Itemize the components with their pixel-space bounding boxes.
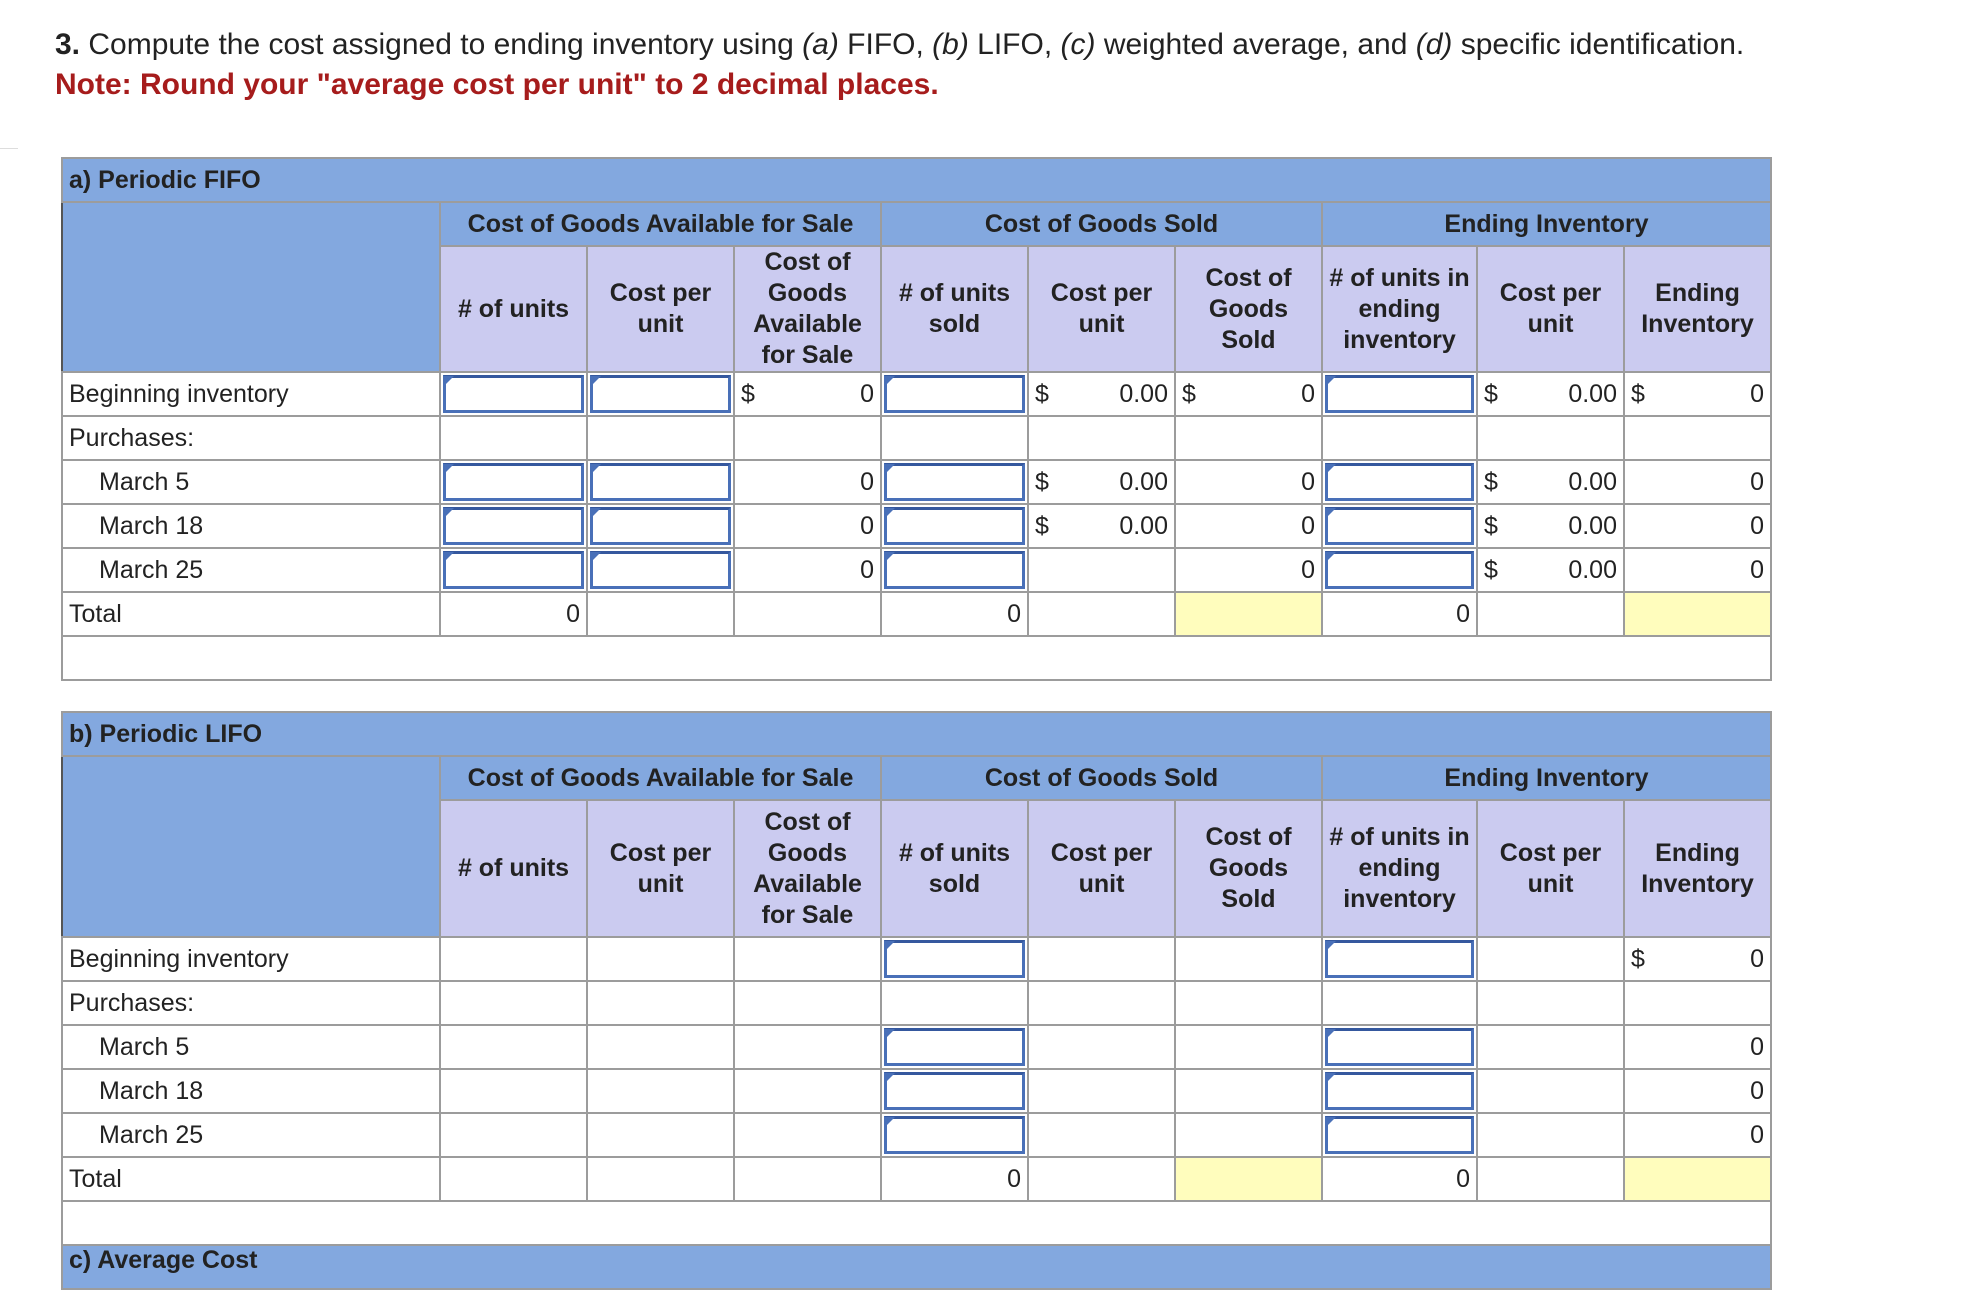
units-sold-input[interactable] — [881, 504, 1028, 548]
row-label: Beginning inventory — [62, 937, 440, 981]
row-label: Total — [62, 592, 440, 636]
units-input[interactable] — [440, 460, 587, 504]
ending-inventory-value: $ 0 — [1624, 937, 1771, 981]
total-units — [440, 1157, 587, 1201]
ending-inventory-value: 0 — [1624, 1069, 1771, 1113]
cost-per-unit-ending-value: $ 0.00 — [1477, 372, 1624, 416]
units-ending-input[interactable] — [1322, 548, 1477, 592]
group-available: Cost of Goods Available for Sale — [440, 756, 881, 800]
units-ending-input[interactable] — [1322, 1025, 1477, 1069]
total-units: 0 — [440, 592, 587, 636]
cogs-value: 0 — [1175, 548, 1322, 592]
section-spacer — [62, 1201, 1771, 1245]
col-cost-per-unit: Cost per unit — [587, 800, 734, 937]
total-cogs-cell — [1175, 592, 1322, 636]
table-row — [62, 1069, 1771, 1113]
total-cogas — [734, 592, 881, 636]
cogas-value: 0 — [734, 504, 881, 548]
header-blank — [62, 756, 440, 937]
section-spacer — [62, 636, 1771, 680]
units-sold-input[interactable] — [881, 1069, 1028, 1113]
cost-per-unit-ending-value: $ 0.00 — [1477, 460, 1624, 504]
cost-per-unit-input[interactable] — [587, 548, 734, 592]
fifo-section-title: a) Periodic FIFO — [62, 158, 1771, 202]
total-units-sold: 0 — [881, 1157, 1028, 1201]
row-label: March 18 — [62, 1069, 440, 1113]
col-cost-per-unit-sold: Cost per unit — [1028, 800, 1175, 937]
units-sold-input[interactable] — [881, 460, 1028, 504]
group-ending: Ending Inventory — [1322, 756, 1771, 800]
average-section-title: c) Average Cost — [62, 1245, 1771, 1289]
cost-per-unit-input[interactable] — [587, 504, 734, 548]
ending-inventory-value: 0 — [1624, 504, 1771, 548]
table-row — [62, 937, 1771, 981]
row-label: March 5 — [62, 1025, 440, 1069]
cogs-value: 0 — [1175, 460, 1322, 504]
table-row — [62, 1157, 1771, 1201]
units-input[interactable] — [440, 548, 587, 592]
col-cogs: Cost of Goods Sold — [1175, 800, 1322, 937]
cogas-value: 0 — [734, 460, 881, 504]
units-sold-input[interactable] — [881, 937, 1028, 981]
row-label: Total — [62, 1157, 440, 1201]
col-units: # of units — [440, 800, 587, 937]
ending-inventory-value: 0 — [1624, 548, 1771, 592]
total-ending-inventory-cell — [1624, 592, 1771, 636]
group-sold: Cost of Goods Sold — [881, 202, 1322, 246]
table-row — [62, 460, 1771, 504]
fifo-table — [61, 157, 1772, 681]
table-row — [62, 981, 1771, 1025]
units-sold-input[interactable] — [881, 1025, 1028, 1069]
col-cost-per-unit-ending: Cost per unit — [1477, 246, 1624, 372]
cogas-value: $ 0 — [734, 372, 881, 416]
row-label: March 25 — [62, 548, 440, 592]
col-units: # of units — [440, 246, 587, 372]
cost-per-unit-sold-value: $ 0.00 — [1028, 372, 1175, 416]
cogs-value: $ 0 — [1175, 372, 1322, 416]
col-units-sold: # of units sold — [881, 800, 1028, 937]
row-label: Purchases: — [62, 416, 440, 460]
cost-per-unit-sold-value — [1028, 548, 1175, 592]
group-ending: Ending Inventory — [1322, 202, 1771, 246]
cost-per-unit-sold-value: $ 0.00 — [1028, 504, 1175, 548]
cogas-value: 0 — [734, 548, 881, 592]
rounding-note: Note: Round your "average cost per unit" to 2 decimal places. — [55, 68, 939, 101]
units-input[interactable] — [440, 372, 587, 416]
lifo-table — [61, 711, 1772, 1290]
ending-inventory-value: 0 — [1624, 1025, 1771, 1069]
total-ending-inventory-cell — [1624, 1157, 1771, 1201]
group-sold: Cost of Goods Sold — [881, 756, 1322, 800]
total-units-sold: 0 — [881, 592, 1028, 636]
ending-inventory-value: 0 — [1624, 460, 1771, 504]
total-cogas — [734, 1157, 881, 1201]
row-label: Beginning inventory — [62, 372, 440, 416]
cost-per-unit-ending-value: $ 0.00 — [1477, 504, 1624, 548]
ending-inventory-value: 0 — [1624, 1113, 1771, 1157]
col-cost-per-unit: Cost per unit — [587, 246, 734, 372]
units-sold-input[interactable] — [881, 548, 1028, 592]
units-ending-input[interactable] — [1322, 372, 1477, 416]
header-blank — [62, 202, 440, 372]
total-units-ending: 0 — [1322, 592, 1477, 636]
units-sold-input[interactable] — [881, 1113, 1028, 1157]
total-units-ending: 0 — [1322, 1157, 1477, 1201]
group-available: Cost of Goods Available for Sale — [440, 202, 881, 246]
question-text: 3. Compute the cost assigned to ending inventory using (a) FIFO, (b) LIFO, (c) weighted average, and (d) specific identification. — [55, 28, 1745, 61]
row-label: March 25 — [62, 1113, 440, 1157]
units-ending-input[interactable] — [1322, 460, 1477, 504]
question-number: 3. — [55, 28, 81, 61]
ending-inventory-value: $ 0 — [1624, 372, 1771, 416]
cost-per-unit-input[interactable] — [587, 460, 734, 504]
col-cost-per-unit-ending: Cost per unit — [1477, 800, 1624, 937]
units-ending-input[interactable] — [1322, 937, 1477, 981]
cogs-value: 0 — [1175, 504, 1322, 548]
table-row — [62, 372, 1771, 416]
cost-per-unit-input[interactable] — [587, 372, 734, 416]
row-label: March 18 — [62, 504, 440, 548]
units-ending-input[interactable] — [1322, 1069, 1477, 1113]
col-ending-inventory: Ending Inventory — [1624, 246, 1771, 372]
units-input[interactable] — [440, 504, 587, 548]
col-cogas: Cost of Goods Available for Sale — [734, 246, 881, 372]
units-ending-input[interactable] — [1322, 504, 1477, 548]
row-label: March 5 — [62, 460, 440, 504]
divider — [0, 148, 18, 149]
units-ending-input[interactable] — [1322, 1113, 1477, 1157]
lifo-section-title: b) Periodic LIFO — [62, 712, 1771, 756]
col-units-ending: # of units in ending inventory — [1322, 800, 1477, 937]
cost-per-unit-sold-value: $ 0.00 — [1028, 460, 1175, 504]
col-cost-per-unit-sold: Cost per unit — [1028, 246, 1175, 372]
table-row — [62, 592, 1771, 636]
units-sold-input[interactable] — [881, 372, 1028, 416]
col-cogas: Cost of Goods Available for Sale — [734, 800, 881, 937]
row-label: Purchases: — [62, 981, 440, 1025]
col-units-ending: # of units in ending inventory — [1322, 246, 1477, 372]
table-row — [62, 1025, 1771, 1069]
table-row — [62, 504, 1771, 548]
cost-per-unit-ending-value: $ 0.00 — [1477, 548, 1624, 592]
col-cogs: Cost of Goods Sold — [1175, 246, 1322, 372]
table-row — [62, 1113, 1771, 1157]
total-cogs-cell — [1175, 1157, 1322, 1201]
table-row — [62, 548, 1771, 592]
table-row — [62, 416, 1771, 460]
col-ending-inventory: Ending Inventory — [1624, 800, 1771, 937]
col-units-sold: # of units sold — [881, 246, 1028, 372]
